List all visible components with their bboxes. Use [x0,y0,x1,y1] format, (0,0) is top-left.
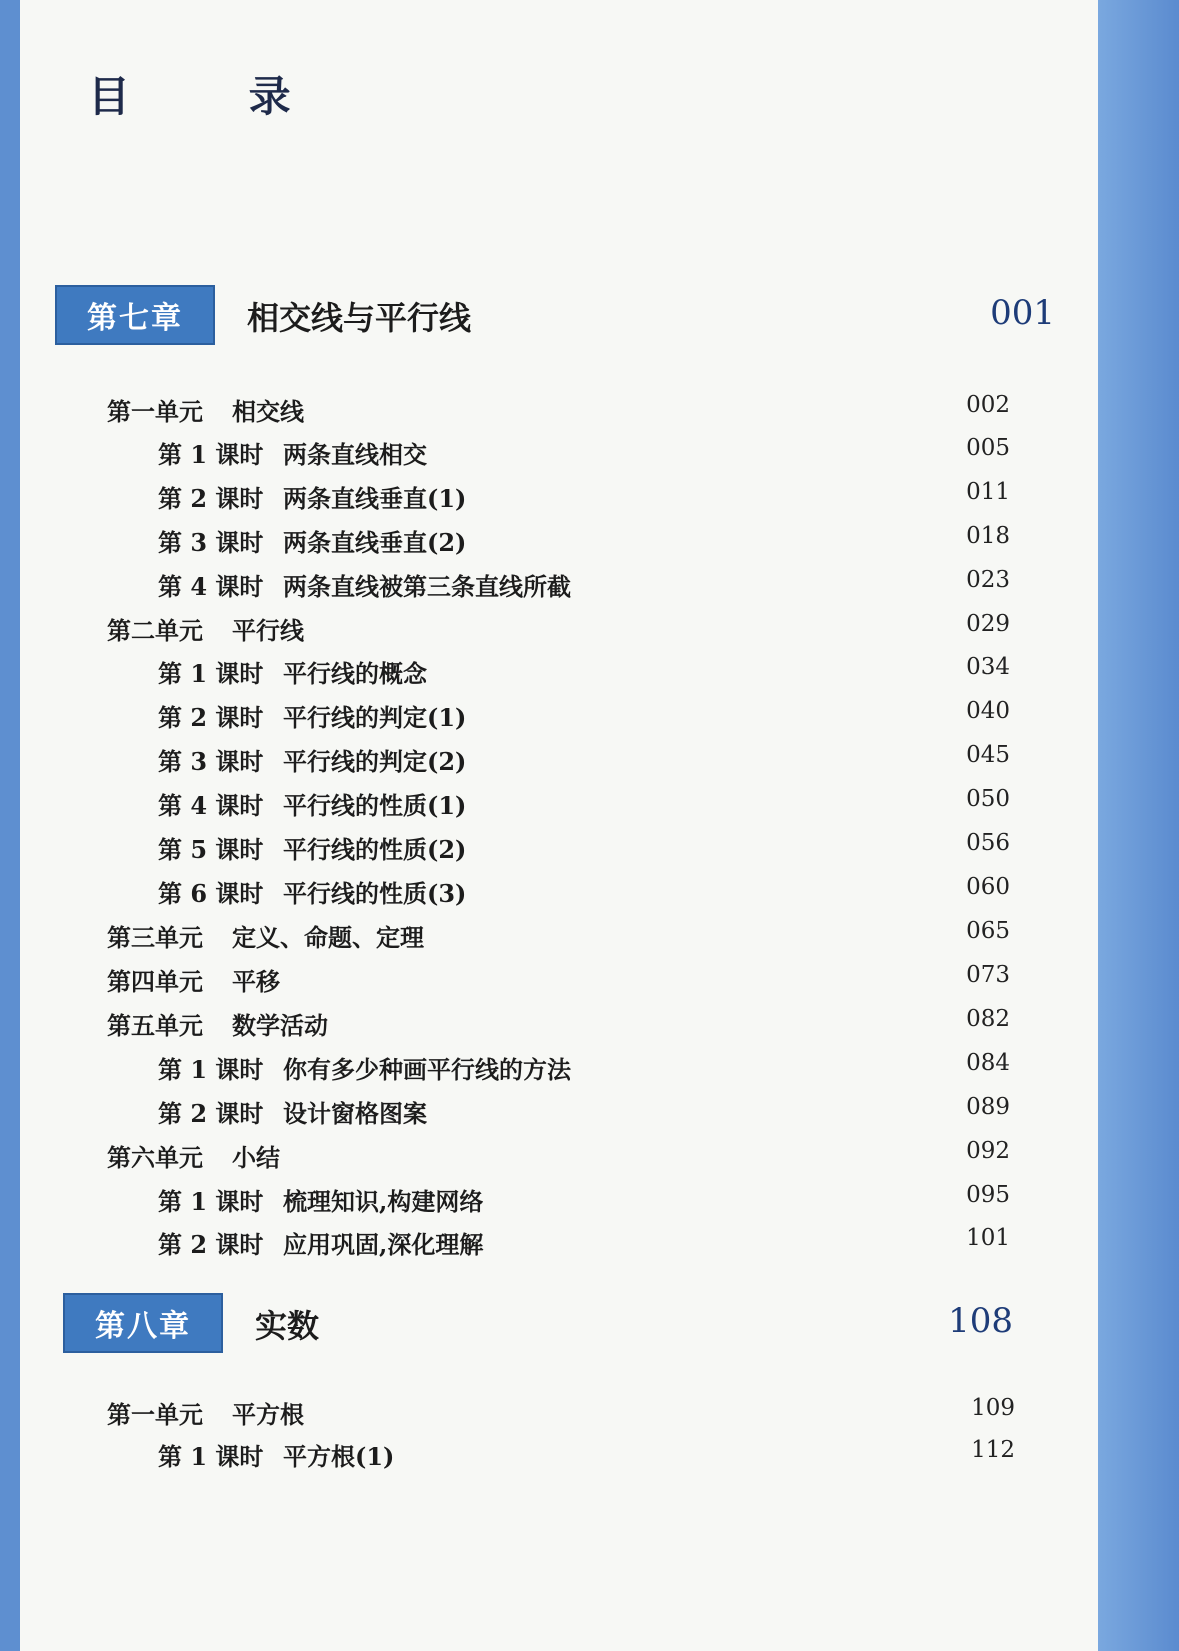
entry-label: 第五单元 [107,1011,203,1040]
chapter-badge: 第七章 [55,285,215,345]
entry-page-number: 092 [966,1138,1010,1164]
entry-page-number: 018 [966,523,1010,549]
entry-label: 第 4 课时 [158,791,264,820]
toc-unit-entry[interactable] [0,1138,1179,1174]
entry-title: 你有多少种画平行线的方法 [283,1055,571,1084]
entry-title: 平行线 [232,616,304,645]
entry-label: 第 6 课时 [158,879,264,908]
entry-title: 相交线 [232,397,304,426]
entry-label: 第 2 课时 [158,703,264,732]
chapter-7-header[interactable] [55,285,1055,347]
chapter-title: 相交线与平行线 [247,299,472,337]
toc-unit-entry[interactable] [0,611,1179,647]
entry-page-number: 056 [966,830,1010,856]
entry-label: 第 1 课时 [158,440,264,469]
entry-title: 平行线的性质(2) [283,835,467,864]
entry-label: 第 3 课时 [158,528,264,557]
entry-page-number: 082 [966,1006,1010,1032]
entry-label: 第一单元 [107,397,203,426]
entry-label: 第 1 课时 [158,1442,264,1471]
entry-label: 第 1 课时 [158,659,264,688]
entry-label: 第一单元 [107,1400,203,1429]
entry-title: 平行线的性质(1) [283,791,467,820]
toc-unit-entry[interactable] [0,1395,1179,1431]
entry-page-number: 023 [966,567,1010,593]
entry-page-number: 089 [966,1094,1010,1120]
entry-title: 平方根(1) [283,1442,395,1471]
toc-lesson-entry[interactable] [0,1225,1179,1261]
toc-lesson-entry[interactable] [0,567,1179,603]
entry-title: 两条直线垂直(1) [283,484,467,513]
entry-page-number: 060 [966,874,1010,900]
entry-title: 小结 [232,1143,280,1172]
entry-label: 第 4 课时 [158,572,264,601]
toc-unit-entry[interactable] [0,1006,1179,1042]
entry-page-number: 029 [966,611,1010,637]
entry-page-number: 045 [966,742,1010,768]
entry-page-number: 005 [966,435,1010,461]
toc-heading: 目 录 [88,72,343,121]
entry-title: 两条直线被第三条直线所截 [283,572,571,601]
entry-page-number: 095 [966,1182,1010,1208]
entry-label: 第 5 课时 [158,835,264,864]
entry-title: 平行线的判定(1) [283,703,467,732]
toc-lesson-entry[interactable] [0,874,1179,910]
entry-page-number: 034 [966,654,1010,680]
entry-title: 平行线的概念 [283,659,427,688]
toc-lesson-entry[interactable] [0,1094,1179,1130]
entry-page-number: 050 [966,786,1010,812]
entry-label: 第 2 课时 [158,1099,264,1128]
entry-title: 平方根 [232,1400,304,1429]
entry-label: 第 1 课时 [158,1055,264,1084]
entry-title: 设计窗格图案 [283,1099,427,1128]
entry-label: 第 2 课时 [158,484,264,513]
entry-page-number: 065 [966,918,1010,944]
toc-lesson-entry[interactable] [0,435,1179,471]
entry-page-number: 112 [971,1437,1015,1463]
chapter-title: 实数 [255,1307,320,1345]
toc-unit-entry[interactable] [0,392,1179,428]
entry-title: 两条直线垂直(2) [283,528,467,557]
chapter-page-number: 108 [948,1301,1013,1341]
entry-page-number: 084 [966,1050,1010,1076]
toc-unit-entry[interactable] [0,918,1179,954]
entry-title: 平行线的判定(2) [283,747,467,776]
entry-title: 两条直线相交 [283,440,427,469]
toc-lesson-entry[interactable] [0,1050,1179,1086]
entry-title: 定义、命题、定理 [232,923,424,952]
toc-lesson-entry[interactable] [0,698,1179,734]
entry-label: 第二单元 [107,616,203,645]
entry-page-number: 073 [966,962,1010,988]
entry-page-number: 101 [966,1225,1010,1251]
chapter-page-number: 001 [990,293,1055,333]
entry-label: 第四单元 [107,967,203,996]
entry-title: 应用巩固,深化理解 [283,1230,484,1259]
entry-title: 平移 [232,967,280,996]
entry-label: 第六单元 [107,1143,203,1172]
entry-page-number: 109 [971,1395,1015,1421]
entry-label: 第 1 课时 [158,1187,264,1216]
toc-lesson-entry[interactable] [0,1437,1179,1473]
chapter-badge: 第八章 [63,1293,223,1353]
toc-lesson-entry[interactable] [0,654,1179,690]
toc-lesson-entry[interactable] [0,742,1179,778]
toc-lesson-entry[interactable] [0,786,1179,822]
entry-title: 数学活动 [232,1011,328,1040]
entry-label: 第三单元 [107,923,203,952]
toc-lesson-entry[interactable] [0,1182,1179,1218]
entry-label: 第 2 课时 [158,1230,264,1259]
entry-title: 平行线的性质(3) [283,879,467,908]
entry-page-number: 040 [966,698,1010,724]
entry-title: 梳理知识,构建网络 [283,1187,484,1216]
toc-lesson-entry[interactable] [0,523,1179,559]
toc-lesson-entry[interactable] [0,830,1179,866]
entry-page-number: 002 [966,392,1010,418]
toc-unit-entry[interactable] [0,962,1179,998]
chapter-8-header[interactable] [63,1293,1013,1355]
entry-label: 第 3 课时 [158,747,264,776]
toc-lesson-entry[interactable] [0,479,1179,515]
entry-page-number: 011 [966,479,1010,505]
